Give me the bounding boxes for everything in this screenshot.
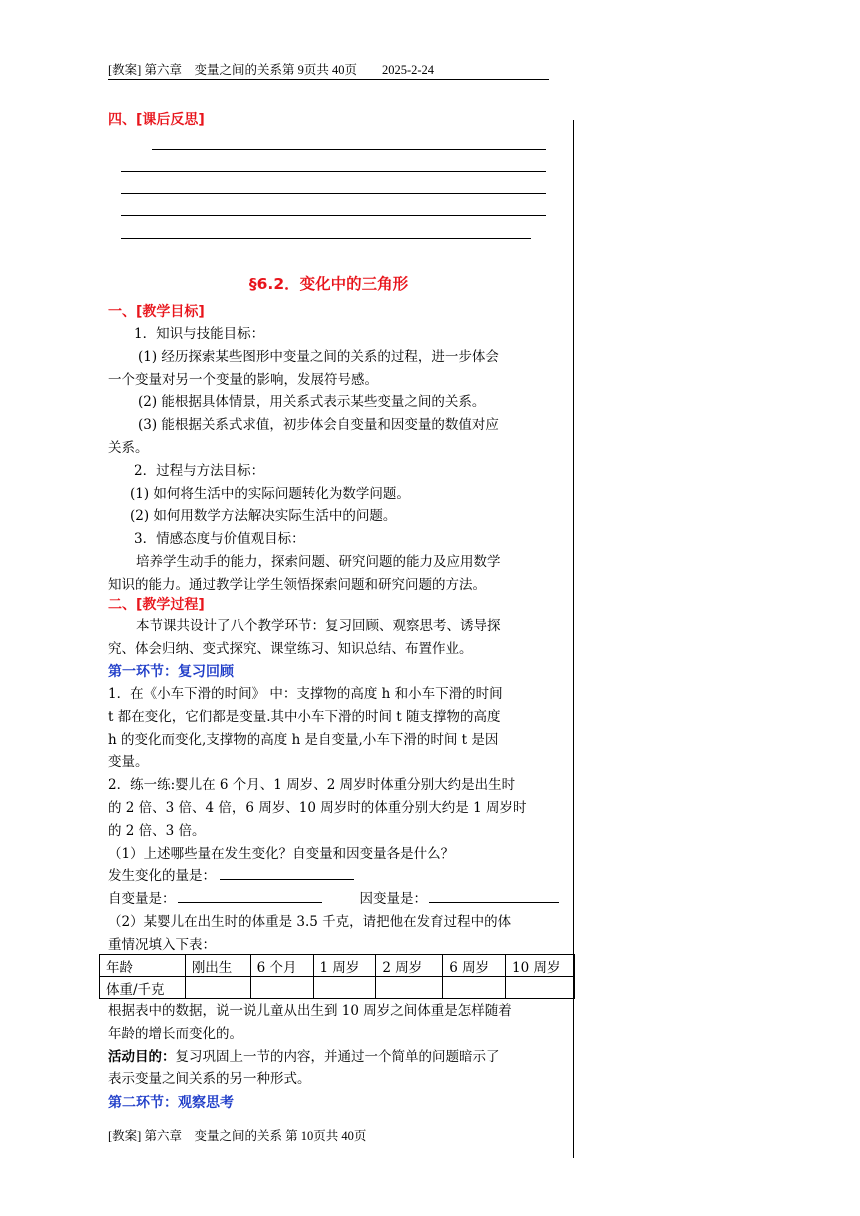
writing-line: [121, 193, 546, 194]
process-heading: 二、[教学过程]: [108, 597, 205, 613]
reflection-heading: 四、[课后反思]: [108, 112, 205, 128]
step1-line: （2）某婴儿在出生时的体重是 3.5 千克，请把他在发育过程中的体: [108, 913, 512, 930]
variables-row: [108, 888, 549, 911]
process-line: 究、体会归纳、变式探究、课堂练习、知识总结、布置作业。: [108, 640, 473, 657]
table-input-cell[interactable]: [376, 977, 443, 999]
independent-label: 自变量是：: [108, 891, 176, 908]
writing-line: [152, 149, 546, 150]
step1-line: 变量。: [108, 754, 149, 771]
step1-line: 2．练一练:婴儿在 6 个月、1 周岁、2 周岁时体重分别大约是出生时: [108, 777, 516, 794]
purpose-line: 表示变量之间关系的另一种形式。: [108, 1071, 311, 1088]
step1-line: （1）上述哪些量在发生变化？自变量和因变量各是什么？: [108, 845, 455, 862]
after-table-body: [108, 1000, 549, 1091]
step2-heading: 第二环节：观察思考: [108, 1095, 234, 1111]
table-cell: 10 周岁: [506, 955, 575, 977]
header-rule: [108, 79, 549, 80]
margin-rule: [573, 120, 574, 1158]
goal-line: (3) 能根据关系式求值，初步体会自变量和因变量的数值对应: [138, 417, 499, 434]
step1-line: 重情况填入下表：: [108, 936, 216, 953]
writing-line: [121, 215, 546, 216]
page-footer: [教案] 第六章 变量之间的关系 第 10页共 40页: [108, 1129, 367, 1143]
goal-line: (2) 如何用数学方法解决实际生活中的问题。: [130, 508, 397, 525]
table-cell: 6 个月: [250, 955, 313, 977]
step1-line: 的 2 倍、3 倍、4 倍，6 周岁、10 周岁时的体重分别大约是 1 周岁时: [108, 799, 527, 816]
goals-heading: 一、[教学目标]: [108, 304, 205, 320]
process-line: 本节课共设计了八个教学环节：复习回顾、观察思考、诱导探: [136, 618, 501, 634]
goals-body: [108, 323, 549, 597]
step1-line: t 都在变化，它们都是变量.其中小车下滑的时间 t 随支撑物的高度: [108, 708, 501, 725]
table-input-cell[interactable]: [185, 977, 250, 999]
changing-label: 发生变化的量是：: [108, 868, 216, 885]
table-row: [100, 955, 575, 977]
table-input-cell[interactable]: [506, 977, 575, 999]
goal-line: 知识的能力。通过教学让学生领悟探索问题和研究问题的方法。: [108, 576, 486, 593]
step1-line: 1．在《小车下滑的时间》 中：支撑物的高度 h 和小车下滑的时间: [108, 686, 503, 702]
table-input-cell[interactable]: [313, 977, 376, 999]
goal-line: 关系。: [108, 439, 149, 456]
goal-line: 一个变量对另一个变量的影响，发展符号感。: [108, 371, 378, 388]
table-cell: 1 周岁: [313, 955, 376, 977]
goal-line: (1) 经历探索某些图形中变量之间的关系的过程，进一步体会: [138, 348, 499, 365]
table-input-cell[interactable]: [443, 977, 506, 999]
changing-quantities-row: [108, 865, 549, 888]
goal-line: 2．过程与方法目标：: [134, 462, 265, 479]
process-body: [108, 615, 549, 661]
purpose-label: 活动目的：: [108, 1048, 176, 1065]
changing-answer-blank[interactable]: [220, 865, 354, 880]
goal-line: 3．情感态度与价值观目标：: [134, 531, 305, 548]
purpose-text: 复习巩固上一节的内容，并通过一个简单的问题暗示了: [175, 1048, 500, 1065]
step1-line: 的 2 倍、3 倍。: [108, 822, 206, 839]
dependent-label: 因变量是：: [359, 891, 427, 908]
table-cell: 刚出生: [185, 955, 250, 977]
step1-body: [108, 683, 549, 957]
table-row: [100, 977, 575, 999]
purpose-row: [108, 1046, 549, 1069]
writing-line: [121, 171, 546, 172]
goal-line: (2) 能根据具体情景，用关系式表示某些变量之间的关系。: [138, 394, 486, 411]
step1-heading: 第一环节：复习回顾: [108, 664, 234, 680]
weight-table: [99, 954, 575, 999]
after-table-line: 年龄的增长而变化的。: [108, 1025, 243, 1042]
section-title: §6.2．变化中的三角形: [248, 275, 409, 293]
goal-line: 1．知识与技能目标：: [134, 326, 265, 342]
step1-line: h 的变化而变化,支撑物的高度 h 是自变量,小车下滑的时间 t 是因: [108, 731, 499, 748]
writing-line: [121, 238, 531, 239]
table-cell: 体重/千克: [100, 977, 186, 999]
after-table-line: 根据表中的数据，说一说儿童从出生到 10 周岁之间体重是怎样随着: [108, 1003, 512, 1019]
independent-answer-blank[interactable]: [178, 888, 322, 903]
goal-line: 培养学生动手的能力，探索问题、研究问题的能力及应用数学: [136, 553, 501, 570]
goal-line: (1) 如何将生活中的实际问题转化为数学问题。: [130, 485, 410, 502]
table-cell: 6 周岁: [443, 955, 506, 977]
table-input-cell[interactable]: [250, 977, 313, 999]
table-cell: 2 周岁: [376, 955, 443, 977]
table-cell: 年龄: [100, 955, 186, 977]
dependent-answer-blank[interactable]: [429, 888, 559, 903]
page-header: [教案] 第六章 变量之间的关系第 9页共 40页 2025-2-24: [108, 63, 435, 77]
